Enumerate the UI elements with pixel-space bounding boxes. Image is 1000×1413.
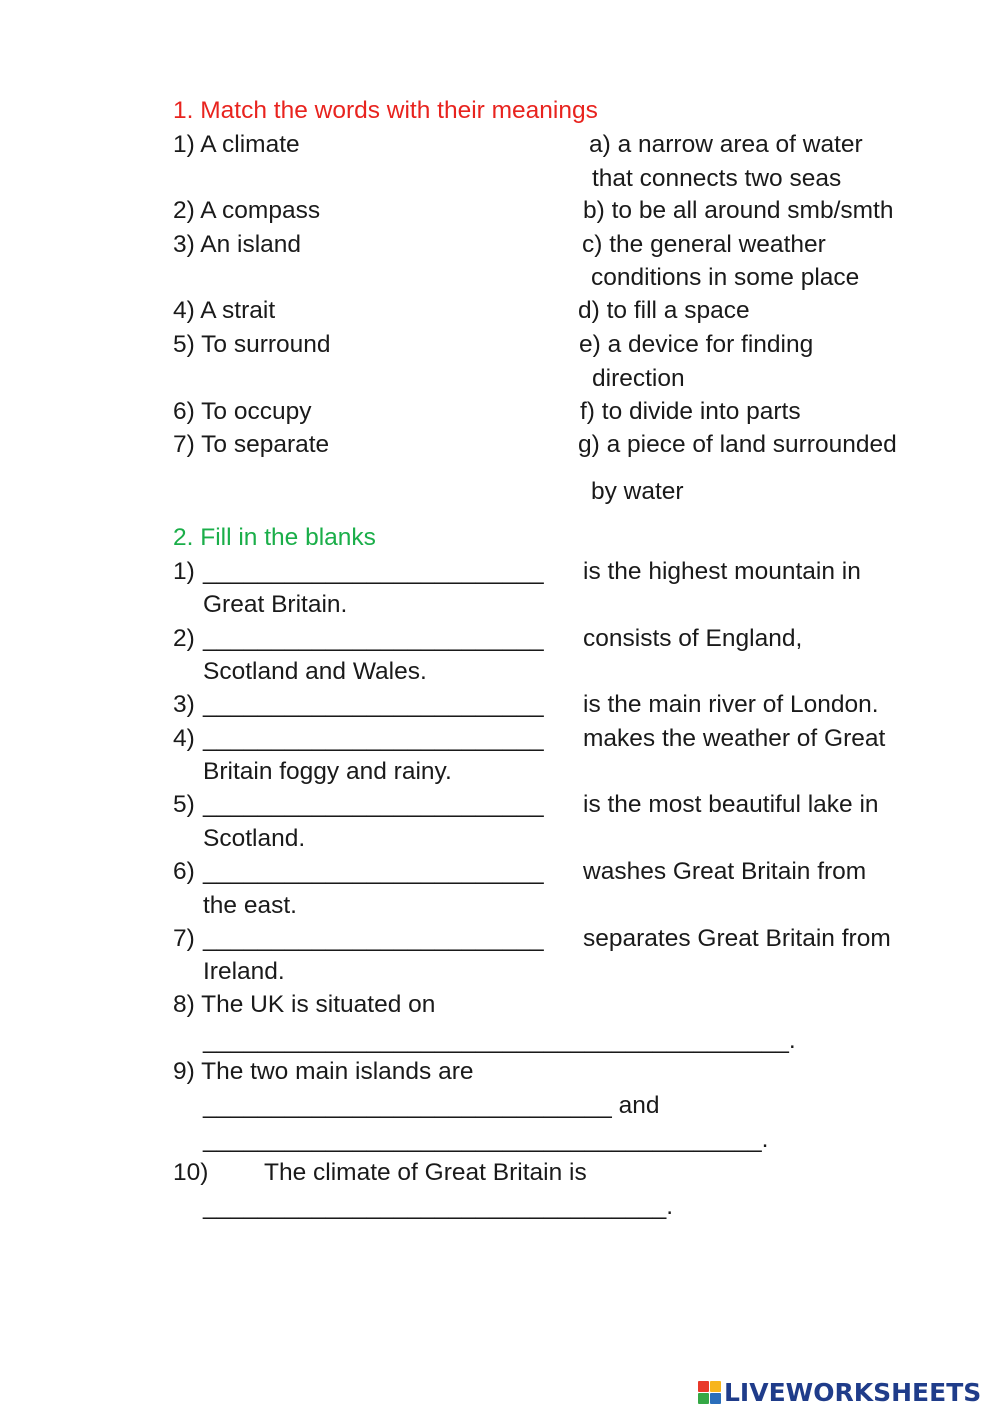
fill-item-4-blank[interactable]: _________________________ (203, 725, 544, 752)
fill-item-6-continuation: the east. (203, 892, 297, 919)
fill-item-9-blank-1[interactable]: ______________________________ and (203, 1092, 660, 1119)
fill-item-10-text: The climate of Great Britain is (264, 1159, 587, 1186)
fill-item-5-number: 5) (173, 791, 195, 818)
fill-item-6-blank[interactable]: _________________________ (203, 858, 544, 885)
fill-item-3-text: is the main river of London. (583, 691, 879, 718)
fill-item-9-text: 9) The two main islands are (173, 1058, 474, 1085)
meaning-b: b) to be all around smb/smth (583, 197, 894, 224)
fill-item-7-continuation: Ireland. (203, 958, 285, 985)
section1-title: 1. Match the words with their meanings (173, 97, 598, 124)
fill-item-3-blank[interactable]: _________________________ (203, 691, 544, 718)
fill-item-2-blank[interactable]: _________________________ (203, 625, 544, 652)
fill-item-2-continuation: Scotland and Wales. (203, 658, 427, 685)
meaning-g-line2: by water (591, 478, 684, 505)
word-5: 5) To surround (173, 331, 331, 358)
word-3: 3) An island (173, 231, 302, 258)
section2-title: 2. Fill in the blanks (173, 524, 376, 551)
word-6: 6) To occupy (173, 398, 312, 425)
fill-item-3-number: 3) (173, 691, 195, 718)
fill-item-4-number: 4) (173, 725, 195, 752)
logo-square-3 (698, 1393, 709, 1404)
meaning-g-line1: g) a piece of land surrounded (578, 431, 897, 458)
fill-item-6-number: 6) (173, 858, 195, 885)
word-2: 2) A compass (173, 197, 321, 224)
fill-item-10-number: 10) (173, 1159, 209, 1186)
fill-item-7-text: separates Great Britain from (583, 925, 891, 952)
fill-item-1-text: is the highest mountain in (583, 558, 861, 585)
fill-item-2-number: 2) (173, 625, 195, 652)
fill-item-4-text: makes the weather of Great (583, 725, 886, 752)
fill-item-5-blank[interactable]: _________________________ (203, 791, 544, 818)
fill-item-1-continuation: Great Britain. (203, 591, 348, 618)
meaning-a-line1: a) a narrow area of water (589, 131, 863, 158)
fill-item-2-text: consists of England, (583, 625, 803, 652)
fill-item-6-text: washes Great Britain from (583, 858, 867, 885)
logo-square-1 (698, 1381, 709, 1392)
liveworksheets-logo-icon (698, 1381, 721, 1404)
fill-item-1-number: 1) (173, 558, 195, 585)
fill-item-10-blank[interactable]: __________________________________. (203, 1193, 674, 1220)
meaning-e-line2: direction (592, 365, 685, 392)
meaning-c-line2: conditions in some place (591, 264, 860, 291)
liveworksheets-logo (698, 1380, 981, 1405)
meaning-a-line2: that connects two seas (592, 165, 842, 192)
fill-item-7-blank[interactable]: _________________________ (203, 925, 544, 952)
fill-item-9-blank-2[interactable]: _________________________________________. (203, 1126, 769, 1153)
word-4: 4) A strait (173, 297, 276, 324)
logo-text: LIVEWORKSHEETS (724, 1378, 982, 1407)
meaning-e-line1: e) a device for finding (579, 331, 814, 358)
word-1: 1) A climate (173, 131, 300, 158)
logo-square-4 (710, 1393, 721, 1404)
logo-square-2 (710, 1381, 721, 1392)
fill-item-5-continuation: Scotland. (203, 825, 306, 852)
meaning-c-line1: c) the general weather (582, 231, 826, 258)
word-7: 7) To separate (173, 431, 330, 458)
fill-item-1-blank[interactable]: _________________________ (203, 558, 544, 585)
fill-item-8-text: 8) The UK is situated on (173, 991, 436, 1018)
fill-item-4-continuation: Britain foggy and rainy. (203, 758, 452, 785)
fill-item-7-number: 7) (173, 925, 195, 952)
fill-item-5-text: is the most beautiful lake in (583, 791, 879, 818)
meaning-d: d) to fill a space (578, 297, 750, 324)
fill-item-8-blank[interactable]: ___________________________________________. (203, 1027, 796, 1054)
meaning-f: f) to divide into parts (580, 398, 801, 425)
